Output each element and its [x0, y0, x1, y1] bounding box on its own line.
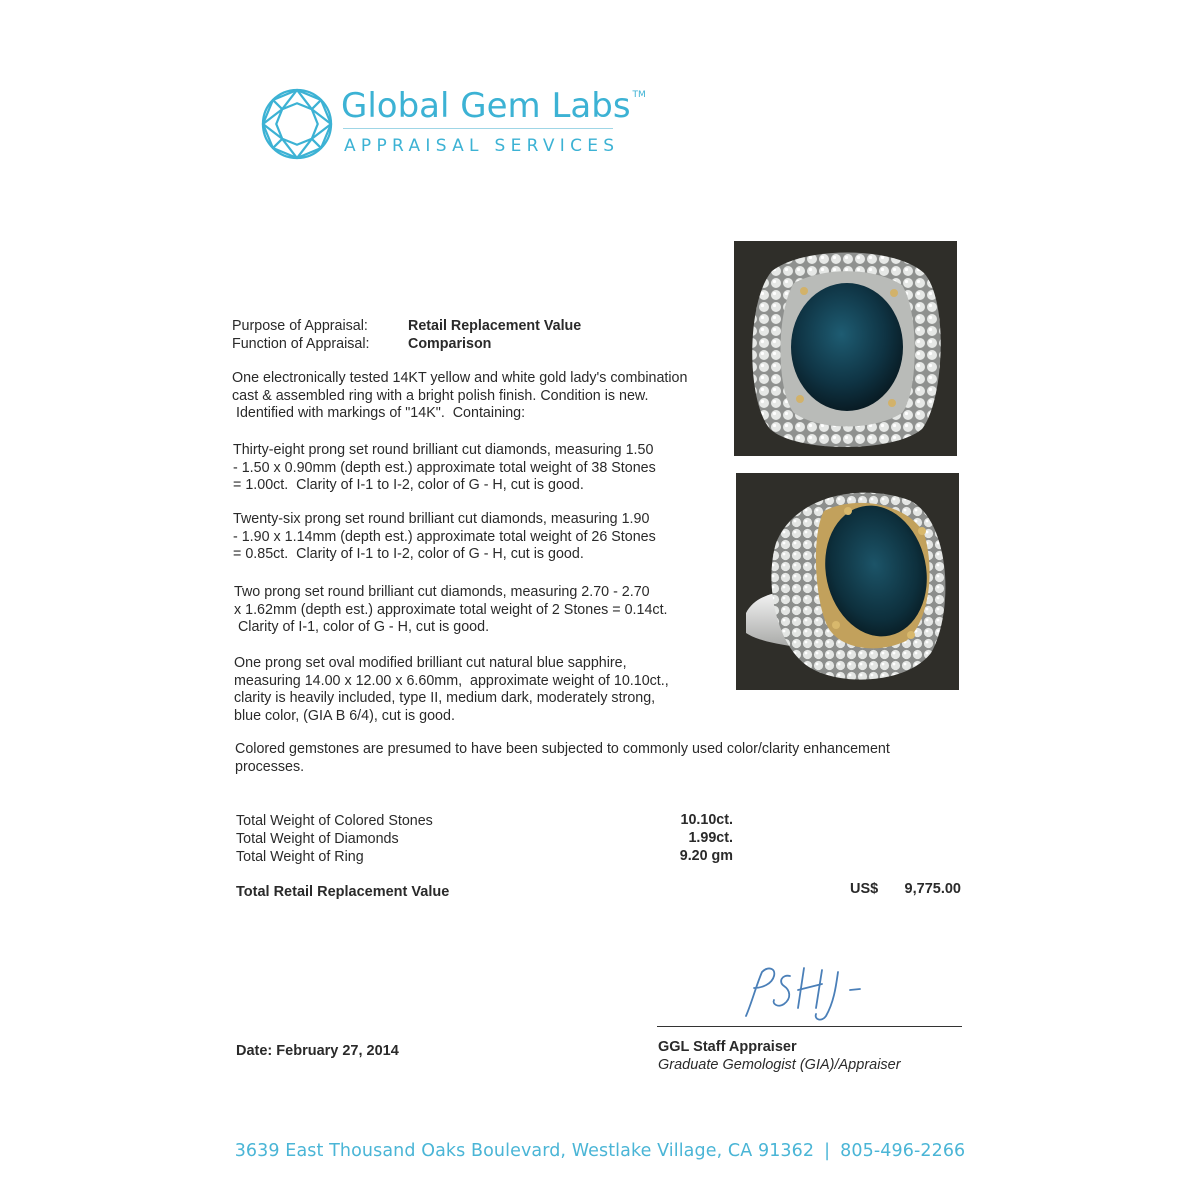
stone-group-2 [233, 511, 656, 564]
appraiser-title: GGL Staff Appraiser [658, 1039, 797, 1055]
stone-line: - 1.90 x 1.14mm (depth est.) approximate total weight of 26 Stones [233, 528, 656, 545]
ring-photo-side [736, 473, 959, 690]
function-value: Comparison [408, 336, 492, 352]
description-line: One electronically tested 14KT yellow and white gold lady's combination [232, 370, 688, 386]
currency-label: US$ [850, 881, 879, 897]
item-description [232, 370, 687, 423]
footer-separator: | [824, 1141, 831, 1161]
trademark: TM [632, 90, 646, 100]
disclaimer-line: Colored gemstones are presumed to have been subjected to commonly used color/clarity enhancement [235, 741, 890, 757]
stone-line: Two prong set round brilliant cut diamonds, measuring 2.70 - 2.70 [234, 584, 650, 600]
description-line: cast & assembled ring with a bright polish finish. Condition is new. [232, 387, 649, 404]
stone-group-1 [233, 442, 656, 495]
stone-line: = 1.00ct. Clarity of I-1 to I-2, color of G - H, cut is good. [233, 477, 584, 494]
stone-line: Thirty-eight prong set round brilliant cut diamonds, measuring 1.50 [233, 442, 654, 458]
signature-line [657, 1026, 962, 1027]
total-diamonds-label: Total Weight of Diamonds [236, 831, 399, 847]
appraisal-date: Date: February 27, 2014 [236, 1043, 399, 1059]
stone-line: Clarity of I-1, color of G - H, cut is good. [234, 619, 490, 636]
total-retail-value: 9,775.00 [904, 881, 961, 897]
total-colored-value: 10.10ct. [680, 812, 733, 828]
appraiser-signature [738, 962, 868, 1024]
description-line: Identified with markings of "14K". Containing: [232, 405, 526, 422]
total-colored-label: Total Weight of Colored Stones [236, 813, 433, 829]
stone-line: = 0.85ct. Clarity of I-1 to I-2, color of G - H, cut is good. [233, 546, 584, 563]
sapphire-description [234, 655, 669, 725]
stone-line: Twenty-six prong set round brilliant cut diamonds, measuring 1.90 [233, 511, 650, 527]
total-ring-label: Total Weight of Ring [236, 849, 364, 865]
stone-line: blue color, (GIA B 6/4), cut is good. [234, 707, 455, 724]
footer-address: 3639 East Thousand Oaks Boulevard, Westlake Village, CA 91362 [234, 1141, 815, 1161]
stone-line: x 1.62mm (depth est.) approximate total weight of 2 Stones = 0.14ct. [234, 601, 668, 618]
purpose-value: Retail Replacement Value [408, 318, 582, 334]
disclaimer-line: processes. [235, 758, 305, 775]
purpose-row [232, 318, 581, 336]
stone-line: measuring 14.00 x 12.00 x 6.60mm, approximate weight of 10.10ct., [234, 672, 669, 689]
function-label: Function of Appraisal: [232, 336, 370, 352]
brand-name [341, 86, 646, 126]
footer-phone: 805-496-2266 [840, 1141, 966, 1161]
stone-line: One prong set oval modified brilliant cut natural blue sapphire, [234, 655, 627, 671]
function-row [232, 336, 491, 354]
total-diamonds-value: 1.99ct. [688, 830, 733, 846]
diamond-logo-icon [260, 87, 334, 161]
total-ring-value: 9.20 gm [679, 848, 733, 864]
footer-contact [0, 1141, 1200, 1161]
enhancement-disclaimer [235, 741, 890, 776]
brand-subtitle: APPRAISAL SERVICES [344, 136, 620, 156]
ring-photo-top [734, 241, 957, 456]
stone-line: clarity is heavily included, type II, medium dark, moderately strong, [234, 690, 656, 707]
stone-line: - 1.50 x 0.90mm (depth est.) approximate total weight of 38 Stones [233, 459, 656, 476]
stone-group-3 [234, 584, 668, 637]
total-retail-label: Total Retail Replacement Value [236, 884, 450, 900]
brand-name-text: Global Gem Labs [341, 86, 631, 126]
purpose-label: Purpose of Appraisal: [232, 318, 368, 334]
brand-divider [343, 128, 613, 129]
appraiser-credential: Graduate Gemologist (GIA)/Appraiser [658, 1057, 901, 1073]
